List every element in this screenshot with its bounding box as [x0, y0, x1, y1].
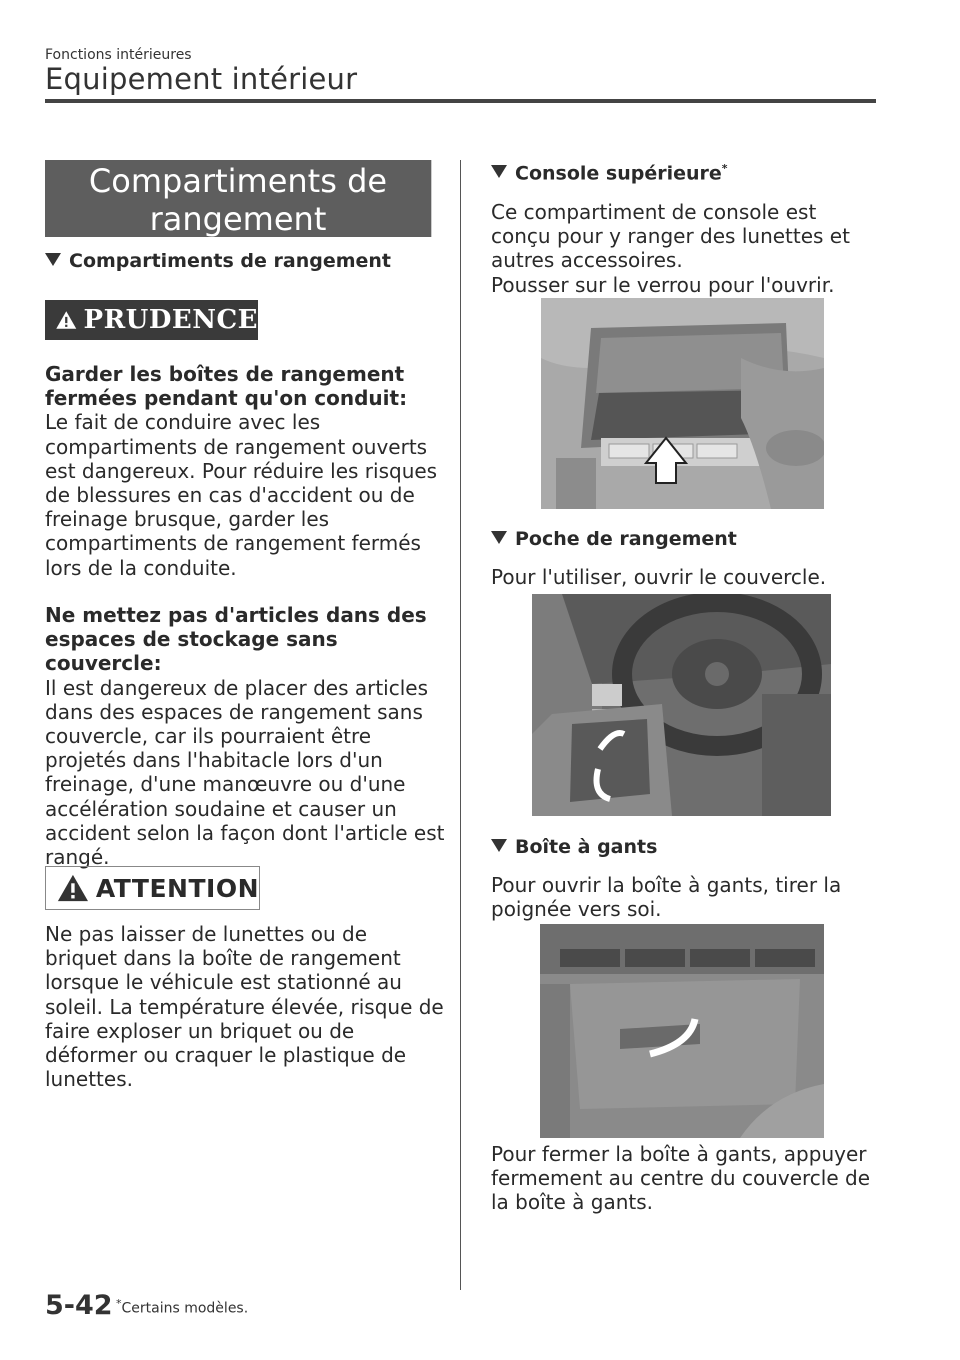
glovebox-title: Boîte à gants	[515, 836, 658, 858]
warning-2-title: Ne mettez pas d'articles dans des espaces de stockage sans couvercle:	[45, 603, 427, 676]
warning-1-body: Le fait de conduire avec les compartiments de rangement ouverts est dangereux. Pour réduire les risques de blessures en cas d'accident ou de freinage brusque, garder les compartiments de rangement fermés lors de la conduite.	[45, 410, 438, 580]
console-text	[491, 200, 876, 297]
subsection-title: Compartiments de rangement	[69, 250, 391, 272]
footnote	[116, 1297, 248, 1317]
attention-label-box	[45, 866, 260, 910]
attention-body: Ne pas laisser de lunettes ou de briquet dans la boîte de rangement lorsque le véhicule est stationné au soleil. La température élevée, risque de faire exploser un briquet ou de déformer ou craquer le plastique de lunettes.	[45, 922, 444, 1092]
warning-block-1	[45, 362, 445, 580]
section-banner	[45, 160, 432, 237]
footnote-text: Certains modèles.	[121, 1300, 249, 1317]
optional-marker: *	[721, 162, 728, 175]
pocket-heading	[491, 528, 737, 550]
glove-box-photo	[540, 924, 824, 1138]
warning-2-body: Il est dangereux de placer des articles dans des espaces de rangement sans couvercle, car ils pourraient être projetés dans l'habitacle lors d'un freinage, d'une manœuvre ou d'une accélération soudaine et causer un accident selon la façon dont l'article est rangé.	[45, 675, 445, 870]
breadcrumb: Fonctions intérieures	[45, 47, 192, 63]
warning-block-2	[45, 603, 445, 869]
section-banner-title: Compartiments de rangement	[88, 162, 388, 238]
pocket-title: Poche de rangement	[515, 528, 737, 550]
warning-triangle-icon	[56, 872, 90, 904]
page-number: 5-42	[45, 1290, 113, 1321]
glovebox-heading	[491, 836, 657, 858]
overhead-console-photo	[541, 298, 824, 509]
glovebox-close-text: Pour fermer la boîte à gants, appuyer fermement au centre du couvercle de la boîte à gants.	[491, 1142, 870, 1215]
console-title: Console supérieure	[515, 162, 722, 185]
console-heading	[491, 162, 728, 184]
triangle-bullet-icon	[45, 253, 61, 266]
triangle-bullet-icon	[491, 165, 507, 178]
storage-pocket-photo	[532, 594, 831, 816]
warning-1-title: Garder les boîtes de rangement fermées pendant qu'on conduit:	[45, 362, 408, 411]
footnote-marker: *	[116, 1297, 122, 1310]
glovebox-body: Pour ouvrir la boîte à gants, tirer la poignée vers soi.	[491, 873, 842, 922]
triangle-bullet-icon	[491, 531, 507, 544]
prudence-label: PRUDENCE	[83, 305, 258, 335]
pocket-body: Pour l'utiliser, ouvrir le couvercle.	[491, 565, 827, 589]
console-body-2: Pousser sur le verrou pour l'ouvrir.	[491, 272, 835, 297]
subsection-heading	[45, 250, 391, 272]
triangle-bullet-icon	[491, 839, 507, 852]
prudence-label-box	[45, 300, 258, 340]
header-rule	[45, 99, 876, 103]
attention-label: ATTENTION	[95, 873, 259, 903]
warning-triangle-icon	[55, 304, 78, 336]
chapter-title: Equipement intérieur	[45, 62, 358, 96]
column-divider	[460, 160, 461, 1290]
console-body: Ce compartiment de console est conçu pour y ranger des lunettes et autres accessoires.	[491, 200, 850, 273]
